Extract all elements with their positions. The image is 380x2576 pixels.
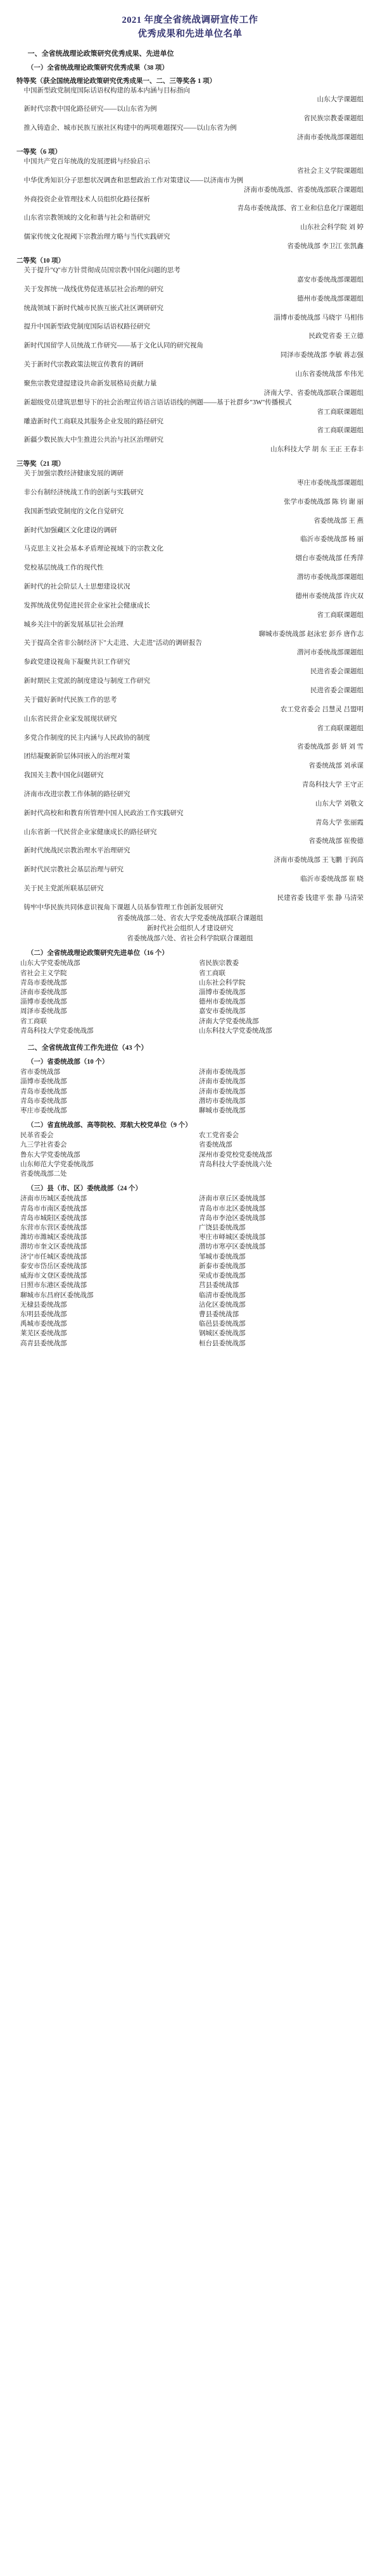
- list-item: 外商投资企业管理技术人员组织化路径探析: [23, 196, 151, 203]
- unit-row: [16, 1271, 364, 1281]
- unit-cell: 济南市委统战部: [199, 1088, 246, 1095]
- list-item-unit: 青岛科技大学 王守正: [301, 781, 364, 789]
- unit-cell: 济南市历城区委统战部: [20, 1195, 87, 1203]
- unit-cell: 山东大学党委统战部: [20, 960, 80, 968]
- unit-cell: 省工商联: [199, 969, 225, 977]
- list-item: 参政党建设视角下凝聚共识工作研究: [23, 659, 130, 666]
- unit-cell: 新泰市委统战部: [199, 1262, 246, 1270]
- list-item: 雕造新时代工商联及其服务企业发展的路径研究: [23, 418, 164, 425]
- list-item: 我国关主教中国化问题研究: [23, 772, 104, 780]
- list-item-unit: 张学市委统战部 陈 钧 谢 丽: [284, 498, 364, 506]
- page-title-line1: 2021 年度全省统战调研宣传工作: [122, 15, 258, 25]
- list-item-unit: 临沂市委统战部 崔 晓: [300, 876, 364, 883]
- unit-row: [16, 1223, 364, 1233]
- list-item-unit: 省工商联课题组: [317, 725, 364, 732]
- unit-row: [16, 1007, 364, 1016]
- unit-cell: 聊城市东昌府区委统战部: [20, 1291, 94, 1299]
- unit-row: [16, 1026, 364, 1036]
- unit-row: [16, 1310, 364, 1319]
- list-item-unit: 省委统战部 崔俊德: [308, 838, 364, 845]
- list-item-unit: 临沂市委统战部 杨 丽: [300, 536, 364, 544]
- unit-cell: 潜坊市委统战部: [199, 1097, 246, 1105]
- list-item: 我国新型政党制度的文化自觉研究: [23, 507, 124, 515]
- section-1-sub-1: （一）全省统战理论政策研究优秀成果（38 项）: [27, 64, 168, 72]
- list-item: 马克思主义社会基本矛盾理论视域下的宗教文化: [23, 545, 164, 553]
- list-item: 关于提高全省非公制经济下"大走进、大走进"活动的调研报告: [23, 640, 203, 647]
- unit-row: [16, 1242, 364, 1252]
- section-2-units-2: [16, 1131, 364, 1179]
- unit-row: [16, 1291, 364, 1300]
- unit-cell: 省工商联: [20, 1017, 47, 1025]
- page-title-line2: 优秀成果和先进单位名单: [137, 28, 243, 39]
- list-item: 山东省新一代民营企业家健康成长的路径研究: [23, 828, 157, 836]
- list-item-unit: 省工商联课题组: [317, 408, 364, 416]
- unit-cell: 淄博市委统战部: [199, 989, 246, 997]
- section-1-sub-2: （二）全省统战理论政策研究先进单位（16 个）: [27, 950, 168, 957]
- list-item-unit: 民建省委 钱建平 张 静 马清荣: [277, 894, 364, 902]
- section-2-units-1: [16, 1067, 364, 1116]
- unit-row: [16, 1106, 364, 1116]
- unit-row: [16, 1160, 364, 1169]
- unit-cell: 禹城市委统战部: [20, 1321, 67, 1328]
- list-item-unit: 山东大学课题组: [317, 96, 364, 104]
- list-item-unit: 潜坊市委统战部课题组: [297, 574, 364, 582]
- unit-cell: 广饶县委统战部: [199, 1224, 246, 1231]
- list-item: 聚焦宗教党建提建设共命新发展格局贡献力量: [23, 380, 157, 387]
- list-item: 新疆少数民族大中生推进公共治与社区治理研究: [23, 437, 164, 444]
- unit-cell: 东明县委统战部: [20, 1310, 67, 1318]
- unit-cell: 济南大学党委统战部: [199, 1017, 259, 1025]
- list-item-unit: 省委统战部 李卫江 张凯鑫: [287, 243, 364, 251]
- unit-cell: 钢城区委统战部: [199, 1330, 246, 1338]
- list-item: 济南市改进宗教工作体制的路径研究: [23, 790, 130, 798]
- unit-row: [16, 1233, 364, 1242]
- unit-cell: 青岛市委统战部: [20, 1088, 67, 1095]
- unit-cell: 德州市委统战部: [199, 999, 246, 1006]
- list-item: 山东省宗教领域的文化和谐与社会和谐研究: [23, 215, 151, 222]
- list-item: 新时代宗教中国化路径研究——以山东省为例: [23, 106, 157, 113]
- unit-cell: 淄博市委统战部: [20, 1078, 67, 1086]
- list-item-unit: 同泽市委统战部 李敏 蒋志强: [280, 352, 364, 359]
- unit-cell: 潜坊市奎文区委统战部: [20, 1243, 87, 1251]
- unit-cell: 枣庄市委统战部: [20, 1107, 67, 1114]
- unit-row: [16, 1262, 364, 1271]
- list-item-unit: 济南市委统战部 王飞鹏 于润高: [274, 857, 364, 864]
- unit-cell: 农工党省委会: [199, 1132, 239, 1140]
- list-item-unit: 省工商联课题组: [317, 427, 364, 435]
- list-item: 中华优秀知识分子思想状况调查和思想政治工作对策建议——以济南市为例: [23, 177, 244, 184]
- unit-cell: 沾化区委统战部: [199, 1301, 246, 1309]
- unit-row: [16, 978, 364, 988]
- list-item: 新时代民宗教社会基层治理与研究: [23, 866, 124, 874]
- award-third-label: 三等奖（21 项）: [16, 461, 65, 468]
- list-item-unit: 省社会主义学院课题组: [297, 167, 364, 175]
- unit-cell: 淄博市委统战部: [20, 999, 67, 1006]
- list-item-unit: 山东科技大学 胡 东 王正 王春丰: [270, 446, 364, 454]
- list-item-unit: 济南市委统战部、省委统战部联合课题组: [244, 186, 364, 194]
- award-special-label: 特等奖（获全国统战理论政策研究优秀成果一、二、三等奖各 1 项）: [16, 77, 216, 85]
- unit-row: [16, 1140, 364, 1150]
- list-item: 关于做好新时代民族工作的思考: [23, 696, 117, 704]
- list-item: 关于民主党派所联基层研究: [23, 885, 104, 892]
- advanced-research-units-list: [16, 959, 364, 1036]
- unit-cell: 山东科技大学党委统战部: [199, 1027, 272, 1035]
- unit-cell: 莒县委统战部: [199, 1282, 239, 1290]
- list-item: 非公有制经济统战工作的创新与实践研究: [23, 488, 144, 496]
- unit-row: [16, 1329, 364, 1338]
- unit-cell: 青岛市李沧区委统战部: [199, 1214, 265, 1222]
- unit-cell: 省委统战部: [199, 1142, 232, 1149]
- unit-row: [16, 1300, 364, 1310]
- unit-cell: 潍坊市潍城区委统战部: [20, 1234, 87, 1241]
- list-item: 关于新时代宗教政策法规宣传教育的调研: [23, 361, 144, 369]
- list-item: 新时代国留学人员统战工作研究——基于文化认同的研究视角: [23, 342, 204, 350]
- unit-cell: 荣成市委统战部: [199, 1272, 246, 1280]
- page-title: [16, 14, 364, 42]
- honor-note: 铸牢中华民族共同体意识视角下课题人员基参管理工作创新发展研究: [23, 904, 224, 911]
- list-item: 新时代高校和和教育所管理中国人民政治工作实践研究: [23, 809, 184, 817]
- list-item-unit: 山东省委统战部 牟伟光: [295, 370, 364, 378]
- unit-cell: 日照市东港区委统战部: [20, 1282, 87, 1290]
- unit-cell: 桓台县委统战部: [199, 1340, 246, 1347]
- list-item: 中国共产党百年统战的发展逻辑与经验启示: [23, 158, 151, 165]
- unit-cell: 省民族宗教委: [199, 960, 239, 968]
- unit-row: [16, 1281, 364, 1290]
- unit-row: [16, 1017, 364, 1026]
- list-item: 山东省民营企业家发展现状研究: [23, 715, 117, 723]
- unit-cell: 青岛市市南区委统战部: [20, 1205, 87, 1212]
- section-2-units-3: [16, 1194, 364, 1348]
- unit-row: [16, 1097, 364, 1106]
- unit-cell: 聊城市委统战部: [199, 1107, 246, 1114]
- unit-row: [16, 1194, 364, 1204]
- unit-cell: 省委统战部二处: [20, 1171, 67, 1178]
- unit-cell: 周泽市委统战部: [20, 1008, 67, 1016]
- list-item: 推入铸造企、城市民族互嵌社区构建中的两项难题探究——以山东省为例: [23, 125, 237, 132]
- award-third-list: [16, 470, 364, 904]
- unit-cell: 青岛科技大学党委统战部: [20, 1027, 94, 1035]
- unit-row: [16, 1252, 364, 1262]
- unit-cell: 省市委统战部: [20, 1069, 60, 1076]
- list-item-unit: 枣庄市委统战部课题组: [297, 480, 364, 487]
- unit-cell: 民革省委会: [20, 1132, 54, 1140]
- award-second-label: 二等奖（10 项）: [16, 258, 65, 264]
- list-item-unit: 省委统战部 刘承谋: [308, 762, 364, 770]
- list-item-unit: 潜河市委统战部课题组: [297, 649, 364, 657]
- honor-unit: 省委统战部六处、省社会科学院联合课题组: [127, 935, 253, 943]
- unit-cell: 临邑县委统战部: [199, 1321, 246, 1328]
- honor-unit: 新时代社会组织人才建设研究: [146, 924, 234, 932]
- list-item-unit: 省委统战部 彭 妍 刘 雪: [297, 744, 364, 751]
- list-item: 城乡关注中的新发展基层社会治理: [23, 621, 124, 628]
- unit-cell: 无棣县委统战部: [20, 1301, 67, 1309]
- list-item-unit: 省委统战部 王 燕: [314, 517, 364, 525]
- unit-cell: 山东社会科学院: [199, 979, 246, 986]
- list-item: 新时代加强藏区文化建设的调研: [23, 526, 117, 534]
- list-item-unit: 德州市委统战部 许庆双: [295, 592, 364, 600]
- list-item: 关于发挥统一战线优势促进基层社会治理的研究: [23, 285, 164, 293]
- list-item: 关于加强宗教经济健康发展的调研: [23, 470, 124, 478]
- list-item: 中国新型政党制度国际话语权构建的基本内涵与目标指向: [23, 87, 191, 94]
- list-item-unit: 济南市委统战部课题组: [297, 134, 364, 142]
- list-item-unit: 民政党省委 王立德: [308, 333, 364, 340]
- unit-cell: 济南市委统战部: [199, 1078, 246, 1086]
- list-item: 发挥统战优势促进民营企业家社会健康成长: [23, 602, 151, 609]
- unit-cell: 省社会主义学院: [20, 969, 67, 977]
- award-first-list: [16, 158, 364, 252]
- unit-row: [16, 1214, 364, 1223]
- section-2-sub-3: （三）县（市、区）委统战部（24 个）: [27, 1185, 142, 1193]
- list-item: 儒家传统文化视阈下宗教治理方略与当代实践研究: [23, 233, 170, 241]
- list-item-unit: 农工党省委会 吕慧灵 吕盟明: [280, 706, 364, 713]
- list-item-unit: 聊城市委统战部 赵泳宏 彭乔 唐作志: [258, 630, 364, 638]
- list-item: 团结凝聚新阶层体同嵌入的治理对策: [23, 753, 130, 761]
- unit-cell: 潜坊市寒亭区委统战部: [199, 1243, 265, 1251]
- list-item-unit: 烟台市委统战部 任秀萍: [295, 555, 364, 563]
- unit-cell: 泰安市岱岳区委统战部: [20, 1262, 87, 1270]
- section-2-sub-2: （二）省直统战部、高等院校、郑航大校党单位（9 个）: [27, 1122, 192, 1129]
- unit-cell: 济南市章丘区委统战部: [199, 1195, 265, 1203]
- unit-cell: 济南市委统战部: [20, 989, 67, 997]
- unit-cell: 青岛市委统战部: [20, 979, 67, 986]
- unit-cell: 九三学社省委会: [20, 1142, 67, 1149]
- unit-cell: 青岛市委统战部: [20, 1097, 67, 1105]
- unit-cell: 威海市文登区委统战部: [20, 1272, 87, 1280]
- award-first-label: 一等奖（6 项）: [16, 148, 61, 156]
- list-item-unit: 民进省委会课题组: [310, 668, 364, 676]
- unit-cell: 青岛市市北区委统战部: [199, 1205, 265, 1212]
- list-item: 统战领域下新时代城市民族互嵌式社区调研研究: [23, 304, 164, 312]
- unit-cell: 临清市委统战部: [199, 1291, 246, 1299]
- list-item: 党校基层统战工作的现代性: [23, 564, 104, 572]
- unit-row: [16, 988, 364, 997]
- list-item: 新超级党员建筑思想导下的社会治理宣传语言语话语线的例题——基于社群乡"3W"传播模式: [23, 399, 292, 406]
- unit-cell: 莱芜区委统战部: [20, 1330, 67, 1338]
- list-item-unit: 山东社会科学院 刘 婷: [300, 224, 364, 232]
- unit-cell: 山东师范大学党委统战部: [20, 1160, 94, 1168]
- unit-cell: 嘉安市委统战部: [199, 1008, 246, 1016]
- unit-cell: 青岛科技大学委统战六处: [199, 1160, 272, 1168]
- unit-cell: 枣庄市峄城区委统战部: [199, 1234, 265, 1241]
- unit-cell: 济宁市任城区委统战部: [20, 1253, 87, 1260]
- unit-cell: 高青县委统战部: [20, 1340, 67, 1347]
- list-item-unit: 德州市委统战部课题组: [297, 295, 364, 302]
- list-item-unit: 嘉安市委统战部课题组: [297, 276, 364, 283]
- list-item-unit: 淄博市委统战部 马晓宇 马相伟: [274, 314, 364, 321]
- list-item-unit: 省民族宗教委课题组: [303, 115, 364, 123]
- unit-row: [16, 997, 364, 1007]
- unit-cell: 青岛市城阳区委统战部: [20, 1214, 87, 1222]
- unit-row: [16, 1204, 364, 1214]
- list-item-unit: 青岛大学 张丽霞: [315, 819, 364, 826]
- list-item: 多党合作制度的民主内涵与人民政协的制度: [23, 734, 151, 742]
- unit-cell: 东营市东营区委统战部: [20, 1224, 87, 1231]
- unit-row: [16, 1067, 364, 1077]
- list-item: 提升中国新型政党制度国际话语权路径研究: [23, 323, 151, 331]
- list-item: 新时期民主党派的制度建设与制度工作研究: [23, 678, 151, 685]
- unit-cell: 曹县委统战部: [199, 1310, 239, 1318]
- unit-row: [16, 969, 364, 978]
- section-2-sub-1: （一）省委统战部（10 个）: [27, 1059, 109, 1066]
- unit-row: [16, 1077, 364, 1086]
- unit-cell: 济南市委统战部: [199, 1069, 246, 1076]
- list-item-unit: 济南大学、省委统战部联合课题组: [263, 389, 364, 397]
- award-special-list: [16, 87, 364, 143]
- unit-cell: 深州市委党校党委统战部: [199, 1151, 272, 1159]
- unit-row: [16, 1319, 364, 1329]
- list-item-unit: 山东大学 刘敬文: [315, 800, 364, 807]
- unit-row: [16, 959, 364, 968]
- unit-row: [16, 1150, 364, 1160]
- unit-cell: 邹城市委统战部: [199, 1253, 246, 1260]
- award-second-list: [16, 266, 364, 455]
- section-2-heading: 二、全省统战宣传工作先进位（43 个）: [27, 1044, 148, 1052]
- list-item-unit: 青岛市委统战部、省工业和信息化厅课题组: [237, 205, 364, 213]
- unit-row: [16, 1339, 364, 1348]
- unit-cell: 鲁东大学党委统战部: [20, 1151, 80, 1159]
- honor-unit: 省委统战部二处、省农大学党委统战部联合课题组: [117, 914, 263, 922]
- list-item: 关于提升"Q"市方针贯彻成员国宗教中国化问题的思考: [23, 267, 180, 274]
- unit-row: [16, 1131, 364, 1140]
- list-item: 新时代的社会阶层人士思想建设状况: [23, 583, 130, 590]
- list-item-unit: 省工商联课题组: [317, 611, 364, 619]
- list-item-unit: 民进省委会课题组: [310, 687, 364, 694]
- unit-row: [16, 1087, 364, 1097]
- list-item: 新时代统战民宗教治理水平治理研究: [23, 847, 130, 855]
- section-1-heading: 一、全省统战理论政策研究优秀成果、先进单位: [27, 49, 174, 58]
